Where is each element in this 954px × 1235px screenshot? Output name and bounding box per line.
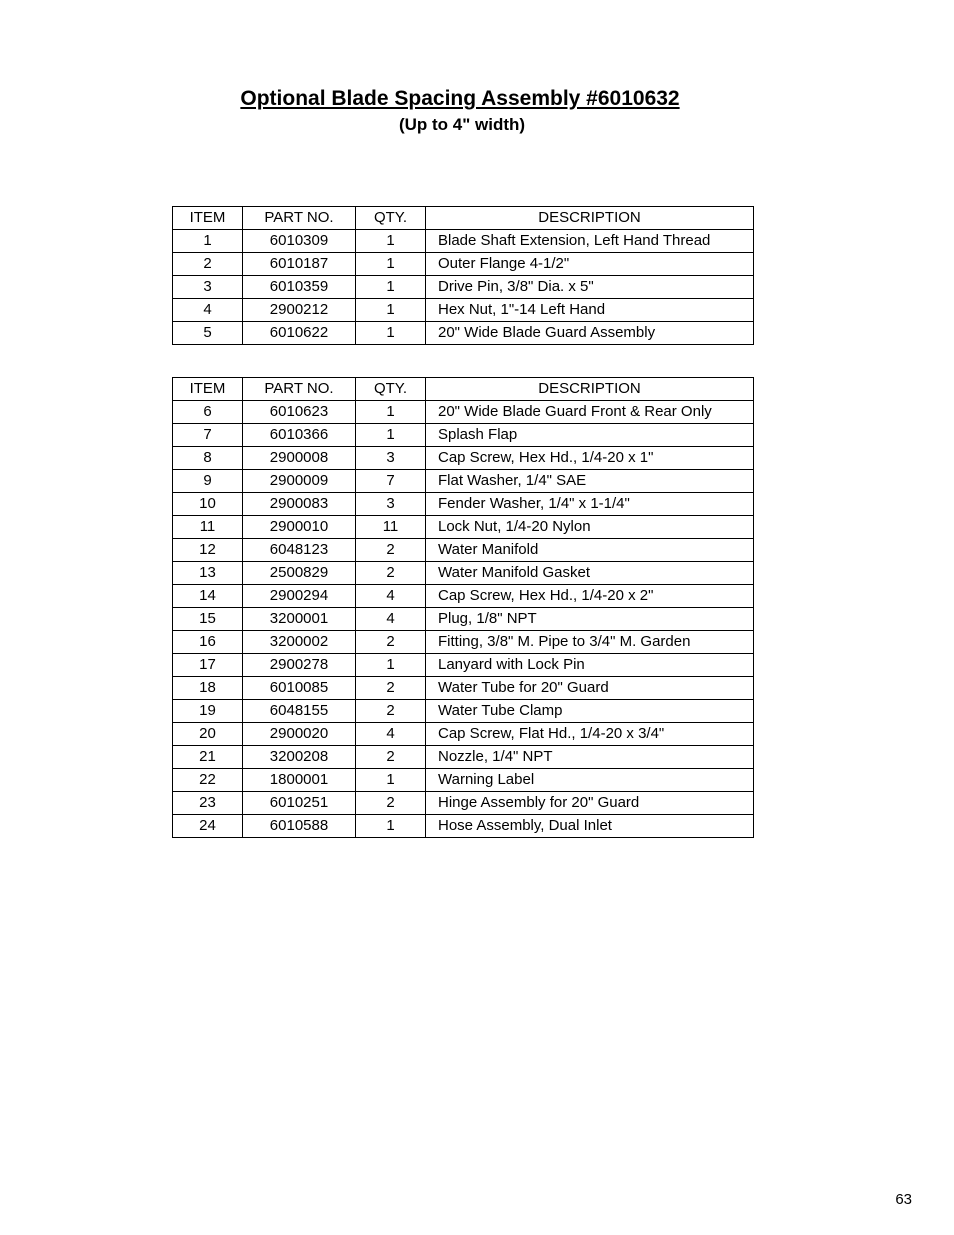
description-cell: 20" Wide Blade Guard Front & Rear Only bbox=[426, 401, 754, 424]
quantity-cell: 1 bbox=[356, 815, 426, 838]
part-number-cell: 6010366 bbox=[243, 424, 356, 447]
part-number-cell: 2900278 bbox=[243, 654, 356, 677]
column-header-qty: QTY. bbox=[356, 207, 426, 230]
description-cell: Fitting, 3/8" M. Pipe to 3/4" M. Garden bbox=[426, 631, 754, 654]
description-cell: Cap Screw, Hex Hd., 1/4-20 x 2" bbox=[426, 585, 754, 608]
quantity-cell: 1 bbox=[356, 322, 426, 345]
description-cell: Outer Flange 4-1/2" bbox=[426, 253, 754, 276]
part-number-cell: 3200002 bbox=[243, 631, 356, 654]
table-row bbox=[173, 654, 754, 677]
table-row bbox=[173, 631, 754, 654]
quantity-cell: 11 bbox=[356, 516, 426, 539]
page-title: Optional Blade Spacing Assembly #6010632 bbox=[240, 87, 680, 110]
item-cell: 24 bbox=[173, 815, 243, 838]
table-row bbox=[173, 470, 754, 493]
parts-table-1-body bbox=[173, 230, 754, 345]
quantity-cell: 2 bbox=[356, 792, 426, 815]
quantity-cell: 2 bbox=[356, 562, 426, 585]
part-number-cell: 6010623 bbox=[243, 401, 356, 424]
part-number-cell: 6010085 bbox=[243, 677, 356, 700]
description-cell: Water Tube Clamp bbox=[426, 700, 754, 723]
quantity-cell: 2 bbox=[356, 631, 426, 654]
description-cell: Cap Screw, Flat Hd., 1/4-20 x 3/4" bbox=[426, 723, 754, 746]
item-cell: 20 bbox=[173, 723, 243, 746]
page-number: 63 bbox=[895, 1191, 912, 1208]
table-header-row bbox=[173, 378, 754, 401]
description-cell: 20" Wide Blade Guard Assembly bbox=[426, 322, 754, 345]
item-cell: 11 bbox=[173, 516, 243, 539]
quantity-cell: 4 bbox=[356, 723, 426, 746]
parts-table-2-body bbox=[173, 401, 754, 838]
item-cell: 14 bbox=[173, 585, 243, 608]
description-cell: Water Manifold Gasket bbox=[426, 562, 754, 585]
item-cell: 22 bbox=[173, 769, 243, 792]
table-row bbox=[173, 608, 754, 631]
item-cell: 8 bbox=[173, 447, 243, 470]
part-number-cell: 2900008 bbox=[243, 447, 356, 470]
description-cell: Lock Nut, 1/4-20 Nylon bbox=[426, 516, 754, 539]
column-header-item: ITEM bbox=[173, 207, 243, 230]
description-cell: Warning Label bbox=[426, 769, 754, 792]
quantity-cell: 4 bbox=[356, 608, 426, 631]
item-cell: 16 bbox=[173, 631, 243, 654]
part-number-cell: 6048123 bbox=[243, 539, 356, 562]
table-row bbox=[173, 792, 754, 815]
column-header-part-no: PART NO. bbox=[243, 378, 356, 401]
item-cell: 12 bbox=[173, 539, 243, 562]
page-subtitle: (Up to 4" width) bbox=[398, 115, 526, 134]
table-row bbox=[173, 516, 754, 539]
table-row bbox=[173, 447, 754, 470]
table-row bbox=[173, 562, 754, 585]
quantity-cell: 1 bbox=[356, 424, 426, 447]
table-row bbox=[173, 815, 754, 838]
parts-table-1 bbox=[172, 206, 754, 345]
table-row bbox=[173, 723, 754, 746]
table-row bbox=[173, 539, 754, 562]
column-header-description: DESCRIPTION bbox=[426, 207, 754, 230]
quantity-cell: 1 bbox=[356, 253, 426, 276]
part-number-cell: 3200001 bbox=[243, 608, 356, 631]
description-cell: Hose Assembly, Dual Inlet bbox=[426, 815, 754, 838]
part-number-cell: 3200208 bbox=[243, 746, 356, 769]
part-number-cell: 2900294 bbox=[243, 585, 356, 608]
item-cell: 9 bbox=[173, 470, 243, 493]
table-row bbox=[173, 677, 754, 700]
description-cell: Splash Flap bbox=[426, 424, 754, 447]
quantity-cell: 2 bbox=[356, 539, 426, 562]
description-cell: Hex Nut, 1"-14 Left Hand bbox=[426, 299, 754, 322]
part-number-cell: 6010309 bbox=[243, 230, 356, 253]
item-cell: 7 bbox=[173, 424, 243, 447]
table-row bbox=[173, 276, 754, 299]
quantity-cell: 2 bbox=[356, 746, 426, 769]
description-cell: Hinge Assembly for 20" Guard bbox=[426, 792, 754, 815]
description-cell: Water Tube for 20" Guard bbox=[426, 677, 754, 700]
table-row bbox=[173, 493, 754, 516]
column-header-part-no: PART NO. bbox=[243, 207, 356, 230]
part-number-cell: 2900212 bbox=[243, 299, 356, 322]
item-cell: 4 bbox=[173, 299, 243, 322]
description-cell: Cap Screw, Hex Hd., 1/4-20 x 1" bbox=[426, 447, 754, 470]
table-row bbox=[173, 585, 754, 608]
item-cell: 2 bbox=[173, 253, 243, 276]
item-cell: 13 bbox=[173, 562, 243, 585]
table-row bbox=[173, 401, 754, 424]
item-cell: 5 bbox=[173, 322, 243, 345]
quantity-cell: 1 bbox=[356, 230, 426, 253]
quantity-cell: 1 bbox=[356, 276, 426, 299]
part-number-cell: 6010187 bbox=[243, 253, 356, 276]
table-row bbox=[173, 424, 754, 447]
item-cell: 1 bbox=[173, 230, 243, 253]
quantity-cell: 1 bbox=[356, 769, 426, 792]
description-cell: Water Manifold bbox=[426, 539, 754, 562]
item-cell: 3 bbox=[173, 276, 243, 299]
quantity-cell: 2 bbox=[356, 677, 426, 700]
item-cell: 19 bbox=[173, 700, 243, 723]
quantity-cell: 3 bbox=[356, 493, 426, 516]
quantity-cell: 4 bbox=[356, 585, 426, 608]
description-cell: Blade Shaft Extension, Left Hand Thread bbox=[426, 230, 754, 253]
item-cell: 10 bbox=[173, 493, 243, 516]
column-header-item: ITEM bbox=[173, 378, 243, 401]
description-cell: Lanyard with Lock Pin bbox=[426, 654, 754, 677]
quantity-cell: 7 bbox=[356, 470, 426, 493]
item-cell: 17 bbox=[173, 654, 243, 677]
quantity-cell: 3 bbox=[356, 447, 426, 470]
table-row bbox=[173, 700, 754, 723]
column-header-description: DESCRIPTION bbox=[426, 378, 754, 401]
description-cell: Flat Washer, 1/4" SAE bbox=[426, 470, 754, 493]
part-number-cell: 6048155 bbox=[243, 700, 356, 723]
part-number-cell: 6010588 bbox=[243, 815, 356, 838]
item-cell: 15 bbox=[173, 608, 243, 631]
part-number-cell: 2900020 bbox=[243, 723, 356, 746]
part-number-cell: 2500829 bbox=[243, 562, 356, 585]
part-number-cell: 2900083 bbox=[243, 493, 356, 516]
table-row bbox=[173, 253, 754, 276]
parts-table-2 bbox=[172, 377, 754, 838]
table-row bbox=[173, 299, 754, 322]
quantity-cell: 2 bbox=[356, 700, 426, 723]
description-cell: Drive Pin, 3/8" Dia. x 5" bbox=[426, 276, 754, 299]
part-number-cell: 6010622 bbox=[243, 322, 356, 345]
description-cell: Nozzle, 1/4" NPT bbox=[426, 746, 754, 769]
column-header-qty: QTY. bbox=[356, 378, 426, 401]
quantity-cell: 1 bbox=[356, 401, 426, 424]
part-number-cell: 1800001 bbox=[243, 769, 356, 792]
part-number-cell: 2900010 bbox=[243, 516, 356, 539]
table-row bbox=[173, 746, 754, 769]
description-cell: Plug, 1/8" NPT bbox=[426, 608, 754, 631]
table-header-row bbox=[173, 207, 754, 230]
item-cell: 23 bbox=[173, 792, 243, 815]
description-cell: Fender Washer, 1/4" x 1-1/4" bbox=[426, 493, 754, 516]
part-number-cell: 6010251 bbox=[243, 792, 356, 815]
part-number-cell: 2900009 bbox=[243, 470, 356, 493]
item-cell: 6 bbox=[173, 401, 243, 424]
table-row bbox=[173, 769, 754, 792]
item-cell: 21 bbox=[173, 746, 243, 769]
part-number-cell: 6010359 bbox=[243, 276, 356, 299]
table-row bbox=[173, 230, 754, 253]
quantity-cell: 1 bbox=[356, 299, 426, 322]
quantity-cell: 1 bbox=[356, 654, 426, 677]
item-cell: 18 bbox=[173, 677, 243, 700]
table-row bbox=[173, 322, 754, 345]
